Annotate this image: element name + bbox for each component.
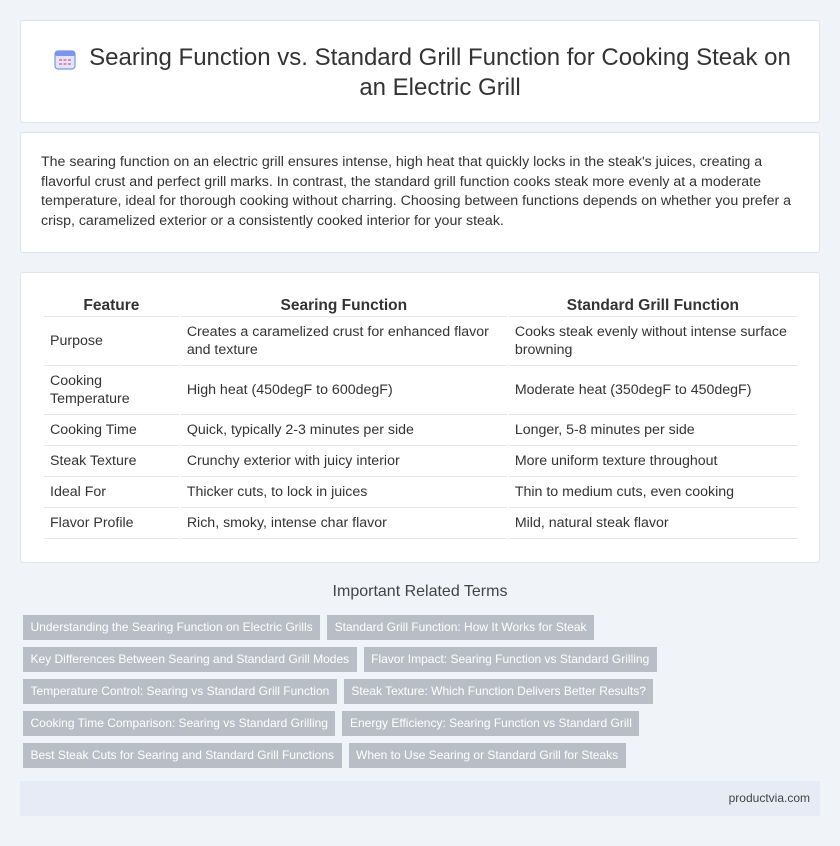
footer <box>20 781 820 816</box>
table-cell: High heat (450degF to 600degF) <box>181 366 507 415</box>
table-row <box>44 366 797 415</box>
table-cell: Mild, natural steak flavor <box>509 508 797 539</box>
header-searing: Searing Function <box>181 295 507 317</box>
title-card <box>20 20 820 123</box>
related-term-tag[interactable]: Cooking Time Comparison: Searing vs Standard Grilling <box>23 711 335 736</box>
comparison-table-card <box>20 272 820 563</box>
table-row <box>44 508 797 539</box>
table-cell: Thin to medium cuts, even cooking <box>509 477 797 508</box>
related-term-tag[interactable]: Understanding the Searing Function on Electric Grills <box>23 615 320 640</box>
table-cell: Moderate heat (350degF to 450degF) <box>509 366 797 415</box>
table-cell: Crunchy exterior with juicy interior <box>181 446 507 477</box>
related-term-tag[interactable]: Key Differences Between Searing and Standard Grill Modes <box>23 647 357 672</box>
comparison-table <box>42 295 799 539</box>
footer-site-link[interactable]: productvia.com <box>728 791 810 805</box>
page-title: Searing Function vs. Standard Grill Function for Cooking Steak on an Electric Grill <box>89 44 791 101</box>
table-cell: Cooking Time <box>44 415 179 446</box>
related-term-tag[interactable]: When to Use Searing or Standard Grill for Steaks <box>349 743 626 768</box>
table-row <box>44 415 797 446</box>
header-feature: Feature <box>44 295 179 317</box>
tag-row <box>23 679 823 704</box>
intro-paragraph: The searing function on an electric grill ensures intense, high heat that quickly locks in the steak's juices, creating a flavorful crust and perfect grill marks. In contrast, the standard grill function cooks steak more evenly at a moderate temperature, ideal for thorough cooking without charring. Choosing between functions depends on whether you prefer a crisp, caramelized exterior or a consistently cooked interior for your steak. <box>41 154 792 229</box>
table-row <box>44 446 797 477</box>
table-cell: Ideal For <box>44 477 179 508</box>
related-term-tag[interactable]: Energy Efficiency: Searing Function vs Standard Grill <box>342 711 639 736</box>
table-row <box>44 317 797 366</box>
related-term-tag[interactable]: Temperature Control: Searing vs Standard Grill Function <box>23 679 337 704</box>
table-cell: Steak Texture <box>44 446 179 477</box>
table-cell: Cooking Temperature <box>44 366 179 415</box>
table-cell: Quick, typically 2-3 minutes per side <box>181 415 507 446</box>
related-term-tag[interactable]: Steak Texture: Which Function Delivers Better Results? <box>344 679 654 704</box>
related-terms-heading: Important Related Terms <box>332 583 508 600</box>
related-term-tag[interactable]: Standard Grill Function: How It Works for Steak <box>327 615 594 640</box>
tag-row <box>23 743 823 768</box>
tag-row <box>23 711 823 736</box>
table-cell: More uniform texture throughout <box>509 446 797 477</box>
tag-row <box>23 647 823 672</box>
table-cell: Thicker cuts, to lock in juices <box>181 477 507 508</box>
table-header-row <box>44 295 797 317</box>
header-standard: Standard Grill Function <box>509 295 797 317</box>
table-cell: Longer, 5-8 minutes per side <box>509 415 797 446</box>
related-terms-list <box>23 615 823 775</box>
table-cell: Purpose <box>44 317 179 366</box>
related-term-tag[interactable]: Best Steak Cuts for Searing and Standard Grill Functions <box>23 743 342 768</box>
intro-card <box>20 132 820 253</box>
table-cell: Rich, smoky, intense char flavor <box>181 508 507 539</box>
table-row <box>44 477 797 508</box>
related-term-tag[interactable]: Flavor Impact: Searing Function vs Standard Grilling <box>364 647 657 672</box>
table-cell: Flavor Profile <box>44 508 179 539</box>
tag-row <box>23 615 823 640</box>
calendar-icon <box>54 48 76 70</box>
table-cell: Cooks steak evenly without intense surface browning <box>509 317 797 366</box>
table-cell: Creates a caramelized crust for enhanced flavor and texture <box>181 317 507 366</box>
